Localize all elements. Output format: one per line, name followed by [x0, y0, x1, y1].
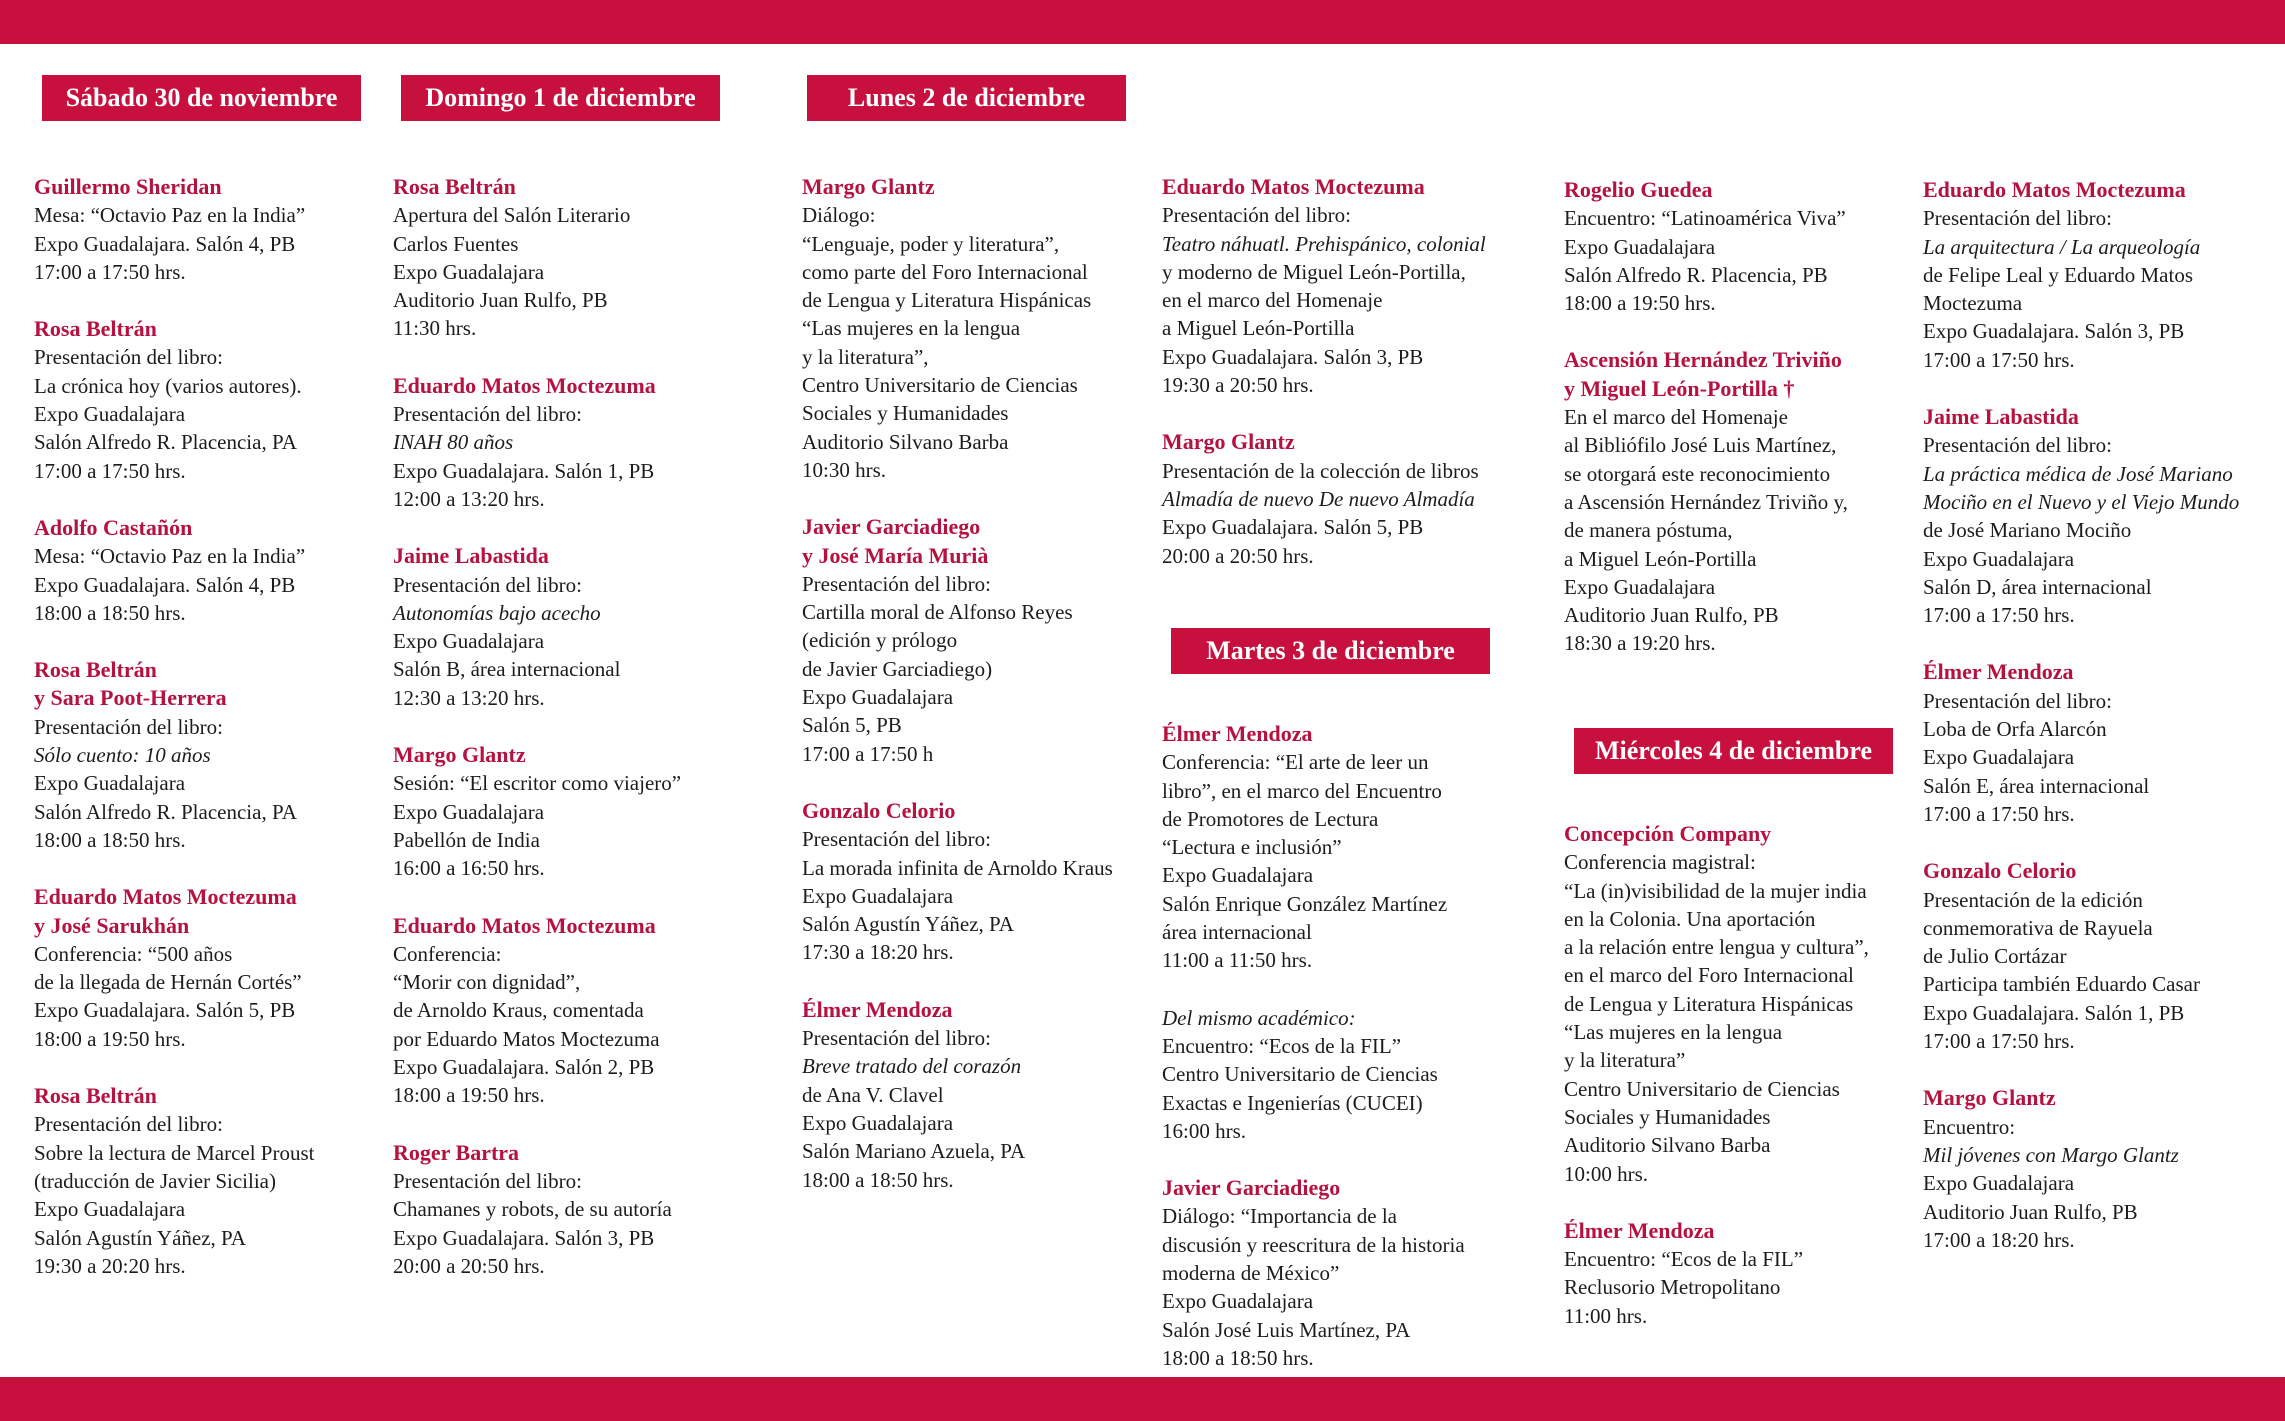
book-title: Autonomías bajo acecho	[393, 600, 601, 625]
event-line: Presentación del libro:	[393, 402, 582, 427]
event-line: Expo Guadalajara	[802, 1110, 954, 1135]
event-line: 18:00 a 18:50 hrs.	[34, 600, 186, 625]
event-entry	[802, 797, 1172, 967]
event-entry	[1162, 1174, 1542, 1372]
day-header-wednesday: Miércoles 4 de diciembre	[1574, 728, 1893, 774]
event-entry	[1162, 428, 1542, 569]
event-line: de Julio Cortázar	[1923, 944, 2067, 969]
event-line: Presentación del libro:	[1923, 433, 2112, 458]
event-entry	[34, 656, 390, 854]
event-entry	[1923, 1084, 2283, 1254]
speaker-name: Eduardo Matos Moctezuma	[393, 912, 656, 938]
event-line: en el marco del Homenaje	[1162, 288, 1383, 313]
event-line: Expo Guadalajara	[1564, 574, 1716, 599]
event-line: Presentación del libro:	[393, 1168, 582, 1193]
book-title: La arquitectura / La arqueología	[1923, 234, 2201, 259]
event-line: 11:00 hrs.	[1564, 1303, 1648, 1328]
event-line: Expo Guadalajara. Salón 3, PB	[1162, 344, 1424, 369]
event-entry	[1162, 720, 1542, 975]
event-line: Exactas e Ingenierías (CUCEI)	[1162, 1090, 1423, 1115]
event-line: Presentación de la edición	[1923, 887, 2143, 912]
event-line: Diálogo:	[802, 203, 876, 228]
event-line: Carlos Fuentes	[393, 231, 519, 256]
event-line: Expo Guadalajara. Salón 4, PB	[34, 572, 296, 597]
event-entry	[802, 513, 1172, 768]
event-entry	[393, 173, 749, 343]
event-line: 10:30 hrs.	[802, 457, 886, 482]
event-line: por Eduardo Matos Moctezuma	[393, 1026, 660, 1051]
event-line: Mesa: “Octavio Paz en la India”	[34, 544, 306, 569]
event-line: Del mismo académico:	[1162, 1005, 1356, 1030]
event-line: “Las mujeres en la lengua	[802, 316, 1021, 341]
event-line: de Ana V. Clavel	[802, 1082, 944, 1107]
book-title: Mil jóvenes con Margo Glantz	[1923, 1142, 2179, 1167]
column-wednesday	[1564, 820, 1944, 1359]
event-line: Expo Guadalajara	[802, 685, 954, 710]
event-entry	[1923, 857, 2283, 1055]
event-line: 17:30 a 18:20 hrs.	[802, 940, 954, 965]
event-line: Salón Alfredo R. Placencia, PA	[34, 430, 297, 455]
event-line: Expo Guadalajara. Salón 3, PB	[1923, 319, 2185, 344]
event-line: Salón E, área internacional	[1923, 773, 2150, 798]
event-line: Expo Guadalajara	[1162, 1289, 1314, 1314]
speaker-name: Élmer Mendoza	[1923, 659, 2074, 685]
event-line: Presentación del libro:	[393, 572, 582, 597]
event-line: Salón Agustín Yáñez, PA	[802, 912, 1014, 937]
event-line: 18:00 a 19:50 hrs.	[34, 1026, 186, 1051]
event-line: Salón Mariano Azuela, PA	[802, 1139, 1026, 1164]
event-entry	[393, 912, 749, 1110]
event-line: Expo Guadalajara	[1923, 546, 2075, 571]
speaker-name: y Sara Poot-Herrera	[34, 685, 227, 711]
book-title: Mociño en el Nuevo y el Viejo Mundo	[1923, 489, 2240, 514]
event-line: 20:00 a 20:50 hrs.	[1162, 543, 1314, 568]
event-line: Loba de Orfa Alarcón	[1923, 717, 2107, 742]
event-line: de Lengua y Literatura Hispánicas	[802, 288, 1092, 313]
event-line: 12:30 a 13:20 hrs.	[393, 685, 545, 710]
event-entry	[393, 1139, 749, 1280]
event-line: Encuentro:	[1923, 1114, 2016, 1139]
event-line: 18:00 a 19:50 hrs.	[393, 1083, 545, 1108]
event-line: 17:00 a 17:50 hrs.	[34, 259, 186, 284]
event-line: Expo Guadalajara. Salón 3, PB	[393, 1225, 655, 1250]
event-line: Auditorio Silvano Barba	[802, 429, 1009, 454]
speaker-name: Jaime Labastida	[393, 543, 549, 569]
event-line: Conferencia: “500 años	[34, 941, 233, 966]
event-line: se otorgará este reconocimiento	[1564, 461, 1831, 486]
event-line: en el marco del Foro Internacional	[1564, 963, 1854, 988]
event-line: La morada infinita de Arnoldo Kraus	[802, 855, 1113, 880]
event-line: Centro Universitario de Ciencias	[1564, 1076, 1840, 1101]
event-line: Moctezuma	[1923, 291, 2023, 316]
speaker-name: Javier Garciadiego	[1162, 1175, 1341, 1201]
event-line: Conferencia:	[393, 941, 502, 966]
event-line: Salón Agustín Yáñez, PA	[34, 1225, 246, 1250]
column-tuesday	[1162, 720, 1542, 1401]
book-title: Breve tratado del corazón	[802, 1054, 1022, 1079]
event-line: al Bibliófilo José Luis Martínez,	[1564, 433, 1837, 458]
speaker-name: Margo Glantz	[1162, 429, 1295, 455]
event-line: Presentación del libro:	[802, 571, 991, 596]
event-line: 18:00 a 19:50 hrs.	[1564, 291, 1716, 316]
event-line: de manera póstuma,	[1564, 518, 1733, 543]
speaker-name: Gonzalo Celorio	[802, 797, 956, 823]
event-line: Expo Guadalajara	[1923, 745, 2075, 770]
speaker-name: Rogelio Guedea	[1564, 177, 1713, 202]
event-entry	[34, 315, 390, 485]
speaker-name: Margo Glantz	[1923, 1085, 2056, 1111]
event-line: Presentación del libro:	[802, 827, 991, 852]
event-line: “La (in)visibilidad de la mujer india	[1564, 878, 1867, 903]
speaker-name: Eduardo Matos Moctezuma	[393, 372, 656, 398]
event-line: y la literatura”,	[802, 344, 929, 369]
event-line: Auditorio Silvano Barba	[1564, 1133, 1771, 1158]
speaker-name: Margo Glantz	[393, 742, 526, 768]
day-header-saturday: Sábado 30 de noviembre	[42, 75, 361, 121]
event-line: de Lengua y Literatura Hispánicas	[1564, 991, 1854, 1016]
speaker-name: y José Sarukhán	[34, 912, 190, 938]
event-line: 19:30 a 20:50 hrs.	[1162, 373, 1314, 398]
event-entry	[34, 173, 390, 286]
event-line: Encuentro: “Ecos de la FIL”	[1564, 1247, 1804, 1272]
event-line: Apertura del Salón Literario	[393, 203, 631, 228]
event-line: Conferencia: “El arte de leer un	[1162, 750, 1429, 775]
event-entry	[34, 883, 390, 1053]
event-line: de Javier Garciadiego)	[802, 656, 993, 681]
event-line: Expo Guadalajara. Salón 5, PB	[34, 998, 296, 1023]
event-line: 11:00 a 11:50 hrs.	[1162, 948, 1313, 973]
event-line: Salón Alfredo R. Placencia, PB	[1564, 262, 1828, 287]
event-line: 16:00 hrs.	[1162, 1118, 1246, 1143]
event-line: Expo Guadalajara. Salón 4, PB	[34, 231, 296, 256]
event-entry	[393, 372, 749, 513]
event-line: En el marco del Homenaje	[1564, 405, 1788, 430]
event-line: Diálogo: “Importancia de la	[1162, 1204, 1397, 1229]
event-line: Sociales y Humanidades	[1564, 1104, 1771, 1129]
event-entry	[1564, 1217, 1944, 1330]
event-entry	[1162, 1004, 1542, 1145]
event-line: Conferencia magistral:	[1564, 850, 1756, 875]
speaker-name: Jaime Labastida	[1923, 404, 2079, 430]
speaker-name: Gonzalo Celorio	[1923, 858, 2077, 884]
column-monday	[802, 173, 1172, 1223]
event-line: área internacional	[1162, 920, 1312, 945]
event-line: Pabellón de India	[393, 827, 540, 852]
event-line: Expo Guadalajara	[34, 1197, 186, 1222]
event-line: Presentación del libro:	[34, 1112, 223, 1137]
event-entry	[1923, 403, 2283, 629]
speaker-name: Roger Bartra	[393, 1139, 520, 1165]
speaker-name: Guillermo Sheridan	[34, 174, 222, 199]
event-entry	[34, 1082, 390, 1280]
event-line: Presentación del libro:	[1923, 206, 2112, 231]
event-line: “Las mujeres en la lengua	[1564, 1020, 1783, 1045]
book-title: Sólo cuento: 10 años	[34, 743, 211, 768]
event-line: Expo Guadalajara	[393, 629, 545, 654]
event-line: 16:00 a 16:50 hrs.	[393, 856, 545, 881]
event-line: Presentación del libro:	[34, 714, 223, 739]
event-entry	[393, 741, 749, 882]
event-line: 18:00 a 18:50 hrs.	[34, 827, 186, 852]
speaker-name: Adolfo Castañón	[34, 514, 193, 540]
event-line: Chamanes y robots, de su autoría	[393, 1197, 672, 1222]
column-monday-tuesday	[1162, 173, 1542, 599]
event-line: de Felipe Leal y Eduardo Matos	[1923, 262, 2194, 287]
event-line: (traducción de Javier Sicilia)	[34, 1168, 276, 1193]
bottom-band	[0, 1377, 2285, 1421]
event-line: Salón B, área internacional	[393, 657, 621, 682]
event-line: Auditorio Juan Rulfo, PB	[393, 288, 608, 313]
event-line: Expo Guadalajara	[34, 402, 186, 427]
event-line: Cartilla moral de Alfonso Reyes	[802, 600, 1073, 625]
event-line: a Miguel León-Portilla	[1564, 546, 1757, 571]
speaker-name: Rosa Beltrán	[34, 316, 157, 342]
event-line: Expo Guadalajara	[1923, 1171, 2075, 1196]
speaker-name: Ascensión Hernández Triviño	[1564, 347, 1842, 373]
speaker-name: Margo Glantz	[802, 174, 935, 199]
event-line: Expo Guadalajara. Salón 1, PB	[1923, 1000, 2185, 1025]
event-entry	[393, 542, 749, 712]
column-tuesday-cont	[1564, 176, 1944, 687]
event-entry	[802, 173, 1172, 484]
book-title: La práctica médica de José Mariano	[1923, 461, 2233, 486]
day-header-monday: Lunes 2 de diciembre	[807, 75, 1126, 121]
event-line: 12:00 a 13:20 hrs.	[393, 486, 545, 511]
event-line: 17:00 a 17:50 hrs.	[1923, 603, 2075, 628]
event-line: Salón José Luis Martínez, PA	[1162, 1317, 1411, 1342]
event-line: 11:30 hrs.	[393, 316, 477, 341]
event-line: Expo Guadalajara	[34, 771, 186, 796]
event-line: y moderno de Miguel León-Portilla,	[1162, 259, 1466, 284]
event-line: Auditorio Juan Rulfo, PB	[1923, 1199, 2138, 1224]
speaker-name: Eduardo Matos Moctezuma	[1923, 177, 2186, 202]
event-line: Reclusorio Metropolitano	[1564, 1275, 1781, 1300]
event-entry	[34, 514, 390, 627]
event-line: 18:30 a 19:20 hrs.	[1564, 631, 1716, 656]
event-line: Centro Universitario de Ciencias	[1162, 1062, 1438, 1087]
column-saturday	[34, 173, 390, 1309]
event-line: (edición y prólogo	[802, 628, 958, 653]
event-entry	[1564, 176, 1944, 317]
speaker-name: Concepción Company	[1564, 821, 1772, 846]
event-line: Expo Guadalajara	[802, 883, 954, 908]
book-title: INAH 80 años	[393, 430, 514, 455]
speaker-name: Eduardo Matos Moctezuma	[1162, 174, 1425, 199]
event-line: “Lenguaje, poder y literatura”,	[802, 231, 1060, 256]
event-line: de la llegada de Hernán Cortés”	[34, 970, 302, 995]
speaker-name: Eduardo Matos Moctezuma	[34, 884, 297, 910]
book-title: Almadía de nuevo De nuevo Almadía	[1162, 486, 1475, 511]
event-line: Sobre la lectura de Marcel Proust	[34, 1140, 315, 1165]
event-line: Expo Guadalajara	[1564, 234, 1716, 259]
event-entry	[1923, 176, 2283, 374]
event-line: Salón 5, PB	[802, 713, 902, 738]
event-line: de Arnoldo Kraus, comentada	[393, 998, 644, 1023]
event-entry	[1564, 820, 1944, 1188]
event-line: Presentación del libro:	[802, 1026, 991, 1051]
speaker-name: y José María Murià	[802, 542, 989, 568]
event-line: 17:00 a 17:50 hrs.	[1923, 1029, 2075, 1054]
event-line: 17:00 a 17:50 hrs.	[1923, 347, 2075, 372]
event-line: 17:00 a 17:50 h	[802, 741, 934, 766]
event-line: Salón D, área internacional	[1923, 574, 2152, 599]
event-line: 17:00 a 18:20 hrs.	[1923, 1227, 2075, 1252]
event-line: Mesa: “Octavio Paz en la India”	[34, 203, 306, 228]
event-line: Presentación del libro:	[1162, 203, 1351, 228]
event-entry	[1162, 173, 1542, 399]
event-line: Salón Alfredo R. Placencia, PA	[34, 799, 297, 824]
event-line: Expo Guadalajara. Salón 5, PB	[1162, 515, 1424, 540]
speaker-name: y Miguel León-Portilla †	[1564, 375, 1795, 401]
event-line: de José Mariano Mociño	[1923, 518, 2132, 543]
day-header-tuesday: Martes 3 de diciembre	[1171, 628, 1490, 674]
event-line: 18:00 a 18:50 hrs.	[1162, 1345, 1314, 1370]
column-sunday	[393, 173, 749, 1309]
event-line: Presentación del libro:	[34, 345, 223, 370]
event-line: discusión y reescritura de la historia	[1162, 1232, 1465, 1257]
event-line: en la Colonia. Una aportación	[1564, 906, 1816, 931]
event-line: Presentación de la colección de libros	[1162, 458, 1479, 483]
column-wednesday-cont	[1923, 176, 2283, 1283]
event-line: Participa también Eduardo Casar	[1923, 972, 2200, 997]
event-line: Presentación del libro:	[1923, 688, 2112, 713]
event-line: 17:00 a 17:50 hrs.	[34, 458, 186, 483]
event-line: 17:00 a 17:50 hrs.	[1923, 801, 2075, 826]
event-line: Expo Guadalajara. Salón 1, PB	[393, 458, 655, 483]
day-header-sunday: Domingo 1 de diciembre	[401, 75, 720, 121]
event-line: 18:00 a 18:50 hrs.	[802, 1167, 954, 1192]
event-line: “Lectura e inclusión”	[1162, 835, 1342, 860]
event-line: Expo Guadalajara. Salón 2, PB	[393, 1055, 655, 1080]
event-line: 10:00 hrs.	[1564, 1161, 1648, 1186]
top-band	[0, 0, 2285, 44]
event-line: conmemorativa de Rayuela	[1923, 915, 2153, 940]
event-entry	[1564, 346, 1944, 657]
event-line: Sociales y Humanidades	[802, 401, 1009, 426]
event-line: 19:30 a 20:20 hrs.	[34, 1253, 186, 1278]
speaker-name: Élmer Mendoza	[1564, 1217, 1715, 1243]
event-line: 20:00 a 20:50 hrs.	[393, 1253, 545, 1278]
event-entry	[1923, 658, 2283, 828]
event-line: libro”, en el marco del Encuentro	[1162, 778, 1442, 803]
event-line: como parte del Foro Internacional	[802, 259, 1088, 284]
event-line: Expo Guadalajara	[1162, 863, 1314, 888]
event-line: La crónica hoy (varios autores).	[34, 373, 302, 398]
event-line: a Ascensión Hernández Triviño y,	[1564, 489, 1848, 514]
event-line: “Morir con dignidad”,	[393, 970, 581, 995]
speaker-name: Javier Garciadiego	[802, 514, 981, 540]
event-line: a la relación entre lengua y cultura”,	[1564, 935, 1869, 960]
book-title: Teatro náhuatl. Prehispánico, colonial	[1162, 231, 1486, 256]
event-line: Expo Guadalajara	[393, 799, 545, 824]
event-line: de Promotores de Lectura	[1162, 806, 1379, 831]
speaker-name: Élmer Mendoza	[1162, 721, 1313, 746]
speaker-name: Élmer Mendoza	[802, 996, 953, 1022]
event-line: moderna de México”	[1162, 1261, 1340, 1286]
event-line: Encuentro: “Ecos de la FIL”	[1162, 1033, 1402, 1058]
speaker-name: Rosa Beltrán	[393, 174, 516, 199]
speaker-name: Rosa Beltrán	[34, 1083, 157, 1109]
event-line: a Miguel León-Portilla	[1162, 316, 1355, 341]
event-line: Auditorio Juan Rulfo, PB	[1564, 603, 1779, 628]
event-line: Encuentro: “Latinoamérica Viva”	[1564, 206, 1846, 231]
event-line: y la literatura”	[1564, 1048, 1686, 1073]
event-line: Expo Guadalajara	[393, 259, 545, 284]
event-line: Centro Universitario de Ciencias	[802, 373, 1078, 398]
event-line: Salón Enrique González Martínez	[1162, 891, 1448, 916]
speaker-name: Rosa Beltrán	[34, 657, 157, 683]
event-entry	[802, 996, 1172, 1194]
event-line: Sesión: “El escritor como viajero”	[393, 771, 682, 796]
